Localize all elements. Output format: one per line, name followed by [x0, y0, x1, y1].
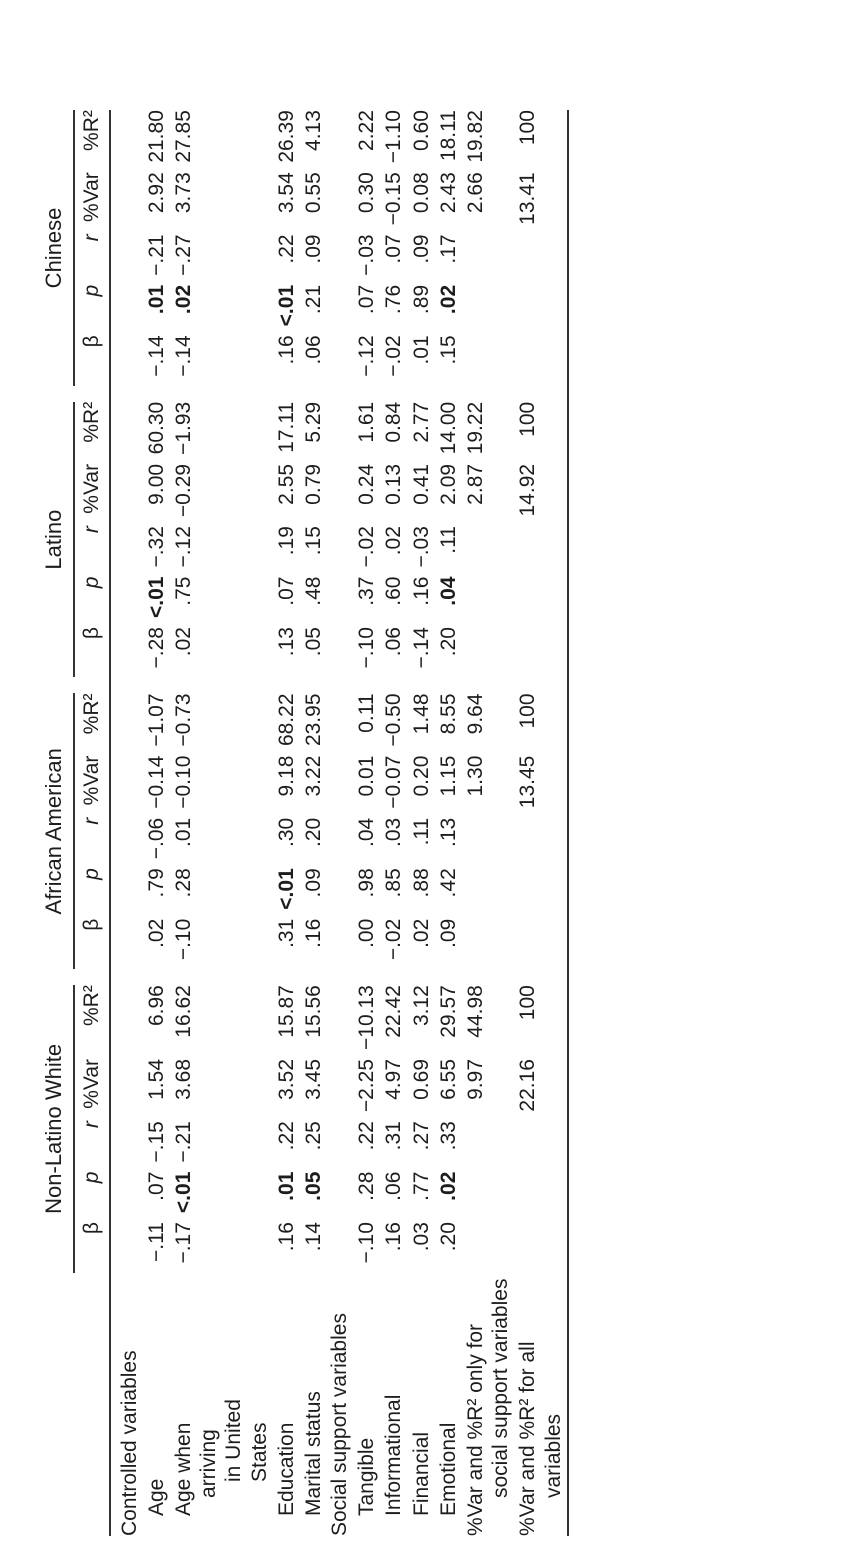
table-cell [462, 285, 514, 335]
table-cell: −.32 [144, 526, 168, 568]
table-cell: .15 [436, 335, 460, 365]
table-cell: −.10 [355, 627, 379, 669]
table-cell: .01 [171, 817, 195, 847]
table-cell: 3.22 [301, 755, 325, 797]
table-cell: .13 [436, 817, 460, 847]
row-label-line: Informational [382, 1394, 406, 1516]
table-cell [462, 1172, 514, 1222]
row-label-line: Tangible [355, 1437, 379, 1516]
table-cell: .42 [436, 868, 460, 898]
table-cell: .02 [436, 284, 460, 315]
table-cell: .89 [409, 284, 433, 315]
table-cell: .02 [171, 627, 195, 657]
row-label [462, 1273, 514, 1536]
table-cell: 3.54 [274, 172, 298, 214]
table-cell: 5.29 [301, 401, 325, 443]
table-cell: −.10 [171, 918, 195, 961]
group-header: Chinese [40, 110, 74, 386]
column-subheader: r [74, 526, 109, 576]
table-cell: 14.00 [436, 401, 460, 455]
table-cell: .05 [301, 627, 325, 657]
table-cell: 100 [514, 985, 567, 1059]
table-cell: .09 [301, 868, 325, 898]
table-cell: .77 [409, 1171, 433, 1201]
table-cell: −0.15 [382, 172, 406, 226]
table-cell: 1.15 [436, 755, 460, 797]
table-cell: <.01 [274, 868, 298, 910]
table-cell: 2.66 [464, 172, 488, 214]
row-label-line: %Var and %R² only for [464, 1323, 488, 1536]
table-cell: 2.09 [436, 463, 460, 505]
table-cell [514, 818, 567, 868]
table-cell [514, 335, 567, 385]
table-cell: 0.13 [382, 463, 406, 505]
column-subheader: β [74, 919, 109, 969]
table-cell: .20 [436, 627, 460, 657]
table-cell: 0.84 [382, 401, 406, 443]
table-cell: .19 [274, 526, 298, 556]
table-cell: .31 [382, 1121, 406, 1151]
table-cell: 100 [514, 402, 567, 464]
table-cell: .27 [409, 1121, 433, 1151]
column-subheader: β [74, 627, 109, 677]
table-cell: .11 [409, 817, 433, 846]
row-label [514, 1273, 567, 1536]
table-cell: 23.95 [301, 693, 325, 747]
row-label-line: in United [222, 1399, 246, 1482]
table-cell: 44.98 [464, 985, 488, 1038]
table-cell [462, 627, 514, 677]
column-subheader: p [74, 1172, 109, 1222]
table-cell: 21.80 [144, 110, 168, 163]
table-cell [514, 234, 567, 284]
table-cell: 15.56 [301, 985, 325, 1038]
row-label [273, 1273, 300, 1536]
table-cell: .20 [301, 817, 325, 847]
table-cell: .09 [436, 918, 460, 948]
table-cell: .31 [274, 918, 298, 948]
table-cell: .85 [382, 868, 406, 898]
table-cell: .28 [355, 1171, 379, 1201]
table-cell: 17.11 [274, 401, 298, 453]
table-cell [514, 627, 567, 677]
table-cell [514, 1222, 567, 1272]
subheader-row [74, 110, 109, 1536]
table-cell: 0.55 [301, 172, 325, 214]
table-cell: 68.22 [274, 693, 298, 747]
row-label [408, 1273, 435, 1536]
table-cell: −.11 [144, 1222, 168, 1262]
table-cell: .02 [382, 526, 406, 556]
table-cell: −.17 [171, 1222, 195, 1264]
table-cell: 2.77 [409, 401, 433, 443]
table-cell: 60.30 [144, 401, 168, 455]
table-cell: .98 [355, 868, 379, 898]
column-subheader: r [74, 234, 109, 284]
table-cell: −1.07 [144, 693, 168, 747]
table-cell: 0.11 [355, 693, 379, 733]
table-cell: 29.57 [436, 985, 460, 1038]
table-cell: .60 [382, 576, 406, 606]
table-cell: .01 [274, 1171, 298, 1201]
table-cell: .02 [436, 1171, 460, 1201]
table-cell [462, 1121, 514, 1171]
table-cell: .22 [274, 234, 298, 264]
table-cell: .79 [144, 868, 168, 898]
group-header: Non-Latino White [40, 985, 74, 1272]
table-cell: .15 [301, 526, 325, 556]
column-subheader: r [74, 1121, 109, 1171]
table-cell: .06 [382, 627, 406, 657]
regression-table [40, 110, 569, 1536]
table-cell: 9.18 [274, 755, 298, 797]
table-cell: .16 [274, 1222, 298, 1252]
table-cell: 0.20 [409, 755, 433, 797]
row-label [435, 1273, 462, 1536]
table-cell: .04 [436, 576, 460, 606]
table-cell [514, 1172, 567, 1222]
table-cell: −.02 [355, 526, 379, 568]
row-label-line: variables [541, 1413, 565, 1498]
table-cell: 100 [514, 693, 567, 755]
column-subheader: β [74, 335, 109, 385]
table-cell: 3.12 [409, 985, 433, 1027]
summary-row [462, 110, 514, 1536]
table-cell: 0.41 [409, 463, 433, 505]
row-label [300, 1273, 327, 1536]
table-cell: .13 [274, 627, 298, 657]
row-label-line: Age when [171, 1422, 195, 1516]
stub-subheader [74, 1273, 109, 1536]
table-cell [462, 526, 514, 576]
table-cell [514, 919, 567, 969]
table-cell: 2.43 [436, 172, 460, 214]
table-cell: 3.52 [274, 1059, 298, 1100]
table-cell: −0.10 [171, 755, 195, 809]
table-cell: .07 [355, 284, 379, 315]
row-label [380, 1273, 407, 1536]
table-body [110, 110, 568, 1536]
table-cell: 13.45 [514, 756, 567, 818]
table-cell: −.14 [171, 335, 195, 377]
table-cell: −0.73 [171, 693, 195, 747]
table-cell [462, 577, 514, 627]
table-row [300, 110, 327, 1536]
table-cell: .17 [436, 234, 460, 264]
group-header: African American [40, 693, 74, 969]
table-cell: 16.62 [171, 985, 195, 1038]
table-cell: 0.08 [409, 172, 433, 214]
row-label [353, 1273, 380, 1536]
table-cell: 19.22 [464, 401, 488, 455]
table-cell: 18.11 [436, 110, 460, 162]
section-title: Controlled variables [117, 1350, 141, 1536]
table-cell: .88 [409, 868, 433, 898]
table-cell: −0.14 [144, 755, 168, 809]
column-subheader: p [74, 285, 109, 335]
table-cell: 13.41 [514, 172, 567, 234]
table-cell: −10.13 [355, 985, 379, 1050]
table-cell: 0.24 [355, 463, 379, 505]
table-cell: 1.61 [355, 401, 379, 443]
table-cell: 4.13 [301, 110, 325, 151]
table-cell: .21 [301, 284, 325, 315]
group-header-row [40, 110, 74, 1536]
table-cell: 8.55 [436, 693, 460, 735]
table-cell: <.01 [171, 1171, 195, 1214]
table-cell: .09 [301, 234, 325, 264]
table-cell: 100 [514, 110, 567, 172]
table-cell: 6.96 [144, 985, 168, 1027]
table-cell: 26.39 [274, 110, 298, 163]
row-label-line: Age [144, 1478, 168, 1516]
table-row [435, 110, 462, 1536]
table-cell [514, 577, 567, 627]
table-cell: −.21 [171, 1121, 195, 1163]
column-subheader: %Var [74, 172, 109, 234]
stub-header [40, 1273, 74, 1536]
table-cell: 6.55 [436, 1059, 460, 1100]
table-cell [514, 868, 567, 918]
table-cell: .30 [274, 817, 298, 847]
table-row [408, 110, 435, 1536]
table-cell: .16 [274, 335, 298, 365]
row-label [170, 1273, 273, 1536]
table-cell: 3.68 [171, 1059, 195, 1100]
row-label-line: arriving [197, 1429, 221, 1498]
table-cell: −.10 [355, 1222, 379, 1264]
column-subheader: %R² [74, 110, 109, 172]
table-cell: −.27 [171, 234, 195, 276]
table-cell: 0.01 [355, 755, 379, 797]
table-cell: −.15 [144, 1121, 168, 1163]
table-cell: 1.54 [144, 1059, 168, 1100]
table-cell [462, 818, 514, 868]
column-subheader: %Var [74, 1059, 109, 1121]
table-cell: −.03 [355, 234, 379, 276]
table-cell: .06 [301, 335, 325, 365]
table-cell: 2.55 [274, 463, 298, 505]
table-cell: .00 [355, 918, 379, 948]
table-cell: 19.82 [464, 110, 488, 163]
table-cell: <.01 [274, 284, 298, 327]
section-title: Social support variables [328, 1313, 352, 1536]
column-subheader: %Var [74, 756, 109, 818]
column-subheader: r [74, 818, 109, 868]
table-cell: 0.60 [409, 110, 433, 151]
table-cell: 0.79 [301, 463, 325, 505]
table-cell: −1.10 [382, 110, 406, 164]
table-cell: .01 [144, 284, 168, 315]
table-row [380, 110, 407, 1536]
table-cell: 14.92 [514, 464, 567, 526]
table-cell: −0.29 [171, 463, 195, 518]
table-cell: 2.22 [355, 110, 379, 151]
table-cell [462, 234, 514, 284]
row-label-line: States [247, 1422, 271, 1482]
table-cell: −0.07 [382, 755, 406, 809]
table-row [273, 110, 300, 1536]
table-cell [462, 919, 514, 969]
table-cell: .09 [409, 234, 433, 264]
table-cell: −.14 [144, 335, 168, 377]
table-cell: .02 [144, 918, 168, 948]
table-cell: 15.87 [274, 985, 298, 1038]
row-label-line: Education [274, 1422, 298, 1516]
row-label-line: Financial [409, 1431, 433, 1516]
table-cell: .07 [144, 1171, 168, 1201]
table-cell: 9.00 [144, 463, 168, 505]
row-label-line: %Var and %R² for all [516, 1341, 540, 1536]
table-cell: −.12 [171, 526, 195, 568]
table-cell: .06 [382, 1171, 406, 1201]
table-cell [462, 1222, 514, 1272]
table-cell: −2.25 [355, 1059, 379, 1113]
table-cell: .03 [409, 1222, 433, 1252]
table-cell: .22 [274, 1121, 298, 1151]
table-cell: −0.50 [382, 693, 406, 747]
table-cell: −.14 [409, 627, 433, 669]
table-cell: 1.30 [464, 755, 488, 797]
table-cell: .22 [355, 1121, 379, 1151]
section-header-row [110, 110, 143, 1536]
table-cell: −.02 [382, 918, 406, 961]
summary-row [514, 110, 567, 1536]
table-cell [462, 868, 514, 918]
table-cell: .02 [409, 918, 433, 948]
table-cell: −.21 [144, 234, 168, 276]
table-cell: .76 [382, 284, 406, 315]
table-cell: 22.16 [514, 1059, 567, 1121]
table-cell: .28 [171, 868, 195, 898]
table-cell [514, 526, 567, 576]
table-cell: .11 [436, 526, 460, 554]
table-cell: .16 [301, 918, 325, 948]
table-cell: 0.69 [409, 1059, 433, 1100]
table-cell: −.02 [382, 335, 406, 377]
table-cell: .16 [409, 576, 433, 606]
section-header-row [327, 110, 353, 1536]
table-cell: −.28 [144, 627, 168, 669]
table-cell: .20 [436, 1222, 460, 1252]
column-subheader: p [74, 868, 109, 918]
table-cell: 22.42 [382, 985, 406, 1038]
table-row [353, 110, 380, 1536]
table-cell: .07 [382, 234, 406, 264]
table-cell: .48 [301, 576, 325, 606]
table-cell: .75 [171, 576, 195, 606]
table-cell: 0.30 [355, 172, 379, 214]
table-cell: 4.97 [382, 1059, 406, 1100]
column-subheader: β [74, 1222, 109, 1272]
table-cell: .14 [301, 1222, 325, 1252]
table-cell: 9.64 [464, 693, 488, 735]
table-cell: .03 [382, 817, 406, 847]
table-cell: −1.93 [171, 401, 195, 455]
table-cell: .05 [301, 1171, 325, 1201]
table-cell: .02 [171, 284, 195, 315]
table-cell: .04 [355, 817, 379, 847]
table-cell: <.01 [144, 576, 168, 619]
table-row [143, 110, 170, 1536]
column-subheader: %R² [74, 693, 109, 755]
table-row [170, 110, 273, 1536]
table-cell: 3.73 [171, 172, 195, 214]
table-cell: .01 [409, 335, 433, 365]
table-cell: .33 [436, 1121, 460, 1151]
column-subheader: %R² [74, 402, 109, 464]
table-cell: 9.97 [464, 1059, 488, 1100]
table-cell [462, 335, 514, 385]
table-cell: .37 [355, 576, 379, 606]
table-cell: 1.48 [409, 693, 433, 735]
column-subheader: %R² [74, 985, 109, 1059]
table-cell: 2.87 [464, 463, 488, 505]
table-cell: 3.45 [301, 1059, 325, 1100]
row-label-line: Marital status [301, 1391, 325, 1516]
table-cell: .25 [301, 1121, 325, 1151]
row-label [143, 1273, 170, 1536]
table-cell [514, 1121, 567, 1171]
column-subheader: %Var [74, 464, 109, 526]
table-cell: 27.85 [171, 110, 195, 163]
column-subheader: p [74, 577, 109, 627]
table-cell: .16 [382, 1222, 406, 1252]
table-cell: −.12 [355, 335, 379, 377]
table-cell [514, 285, 567, 335]
table-cell: −.03 [409, 526, 433, 568]
row-label-line: Emotional [436, 1422, 460, 1516]
table-cell: −.06 [144, 817, 168, 860]
row-label-line: social support variables [489, 1278, 513, 1498]
group-header: Latino [40, 402, 74, 678]
table-cell: 2.92 [144, 172, 168, 214]
table-cell: .07 [274, 576, 298, 606]
